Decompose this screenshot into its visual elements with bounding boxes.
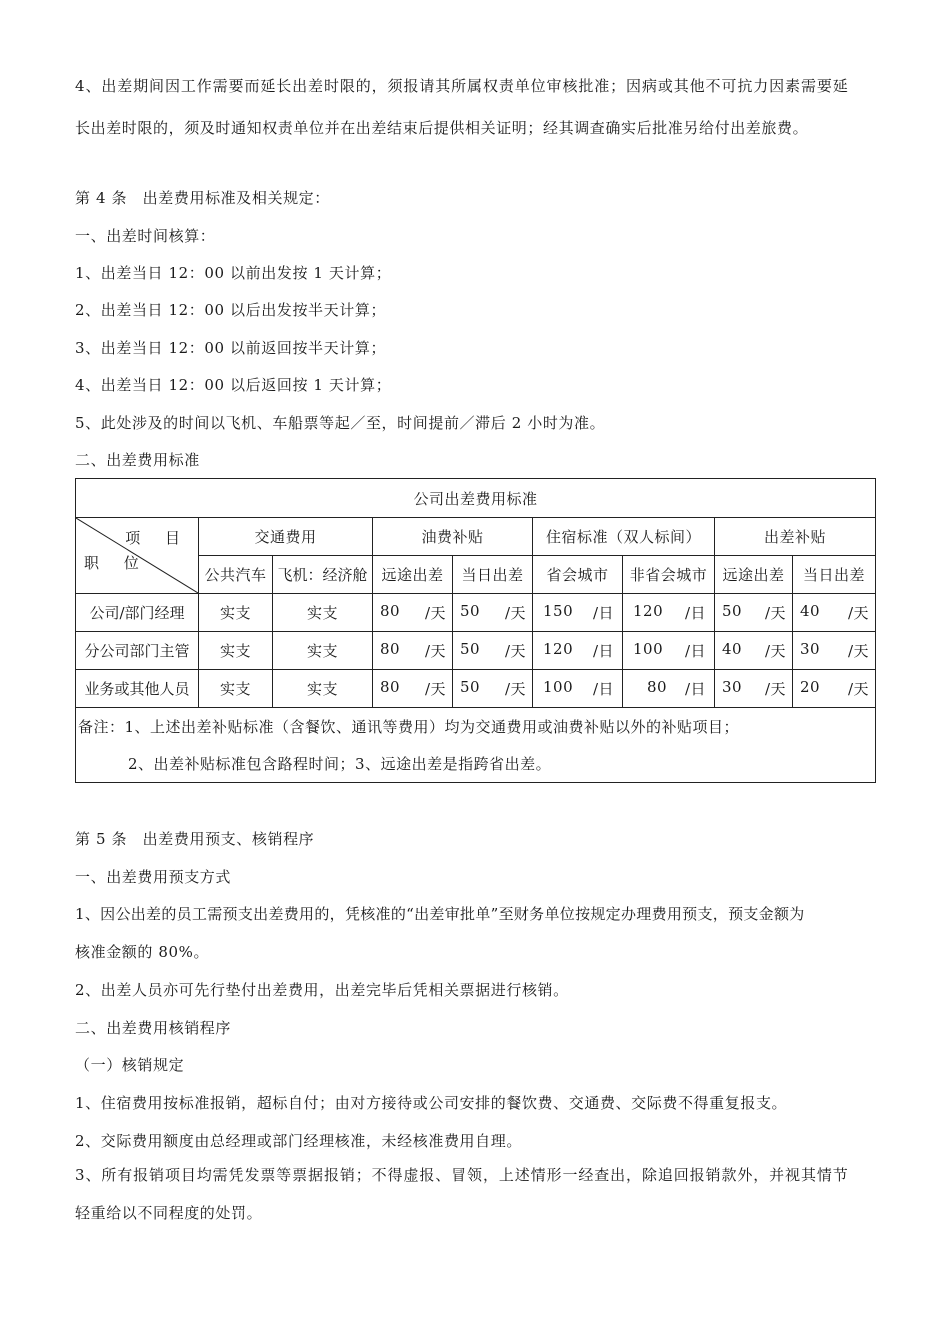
cell-allow-day — [793, 594, 876, 632]
table-corner-header — [76, 518, 199, 594]
advance-rule-1-line-1: 1、因公出差的员工需预支出差费用的，凭核准的“出差审批单”至财务单位按规定办理费用预支，预支金额为 — [75, 905, 805, 923]
reimburse-rule-3-line-2: 轻重给以不同程度的处罚。 — [75, 1204, 263, 1222]
advance-section-title: 一、出差费用预支方式 — [75, 868, 232, 886]
cell-bus: 实支 — [199, 632, 273, 670]
cell-bus: 实支 — [199, 594, 273, 632]
value: 80 — [380, 678, 401, 696]
unit: /日 — [684, 680, 706, 698]
table-title: 公司出差费用标准 — [76, 479, 876, 518]
section-2-title: 二、出差费用标准 — [75, 451, 200, 469]
cell-noncapital — [623, 594, 715, 632]
corner-item-label: 项 目 — [125, 529, 190, 547]
value: 80 — [647, 678, 668, 696]
table-row — [76, 670, 876, 708]
table-note-2: 2、出差补贴标准包含路程时间；3、远途出差是指跨省出差。 — [76, 745, 876, 783]
value: 50 — [460, 602, 481, 620]
time-rule-2: 2、出差当日 12：00 以后出发按半天计算； — [75, 301, 387, 319]
article-4-title: 第 4 条 出差费用标准及相关规定： — [75, 189, 330, 207]
table-row — [76, 632, 876, 670]
value: 30 — [722, 678, 743, 696]
group-fuel: 油费补贴 — [373, 518, 533, 556]
subhead-fuel-long: 远途出差 — [373, 556, 453, 594]
subhead-plane: 飞机：经济舱 — [273, 556, 373, 594]
expense-standard-table — [75, 478, 876, 783]
row-position: 分公司部门主管 — [76, 632, 199, 670]
unit: /天 — [847, 604, 869, 622]
unit: /天 — [847, 680, 869, 698]
unit: /日 — [684, 642, 706, 660]
unit: /天 — [764, 680, 786, 698]
table-row — [76, 594, 876, 632]
value: 40 — [722, 640, 743, 658]
cell-fuel-long — [373, 594, 453, 632]
subhead-allow-day: 当日出差 — [793, 556, 876, 594]
value: 100 — [633, 640, 664, 658]
value: 150 — [543, 602, 574, 620]
unit: /天 — [424, 604, 446, 622]
unit: /日 — [684, 604, 706, 622]
cell-fuel-day — [453, 632, 533, 670]
unit: /天 — [847, 642, 869, 660]
advance-rule-1-line-2: 核准金额的 80%。 — [75, 943, 210, 961]
cell-noncapital — [623, 632, 715, 670]
unit: /天 — [424, 680, 446, 698]
time-rule-3: 3、出差当日 12：00 以前返回按半天计算； — [75, 339, 387, 357]
value: 100 — [543, 678, 574, 696]
advance-rule-2: 2、出差人员亦可先行垫付出差费用，出差完毕后凭相关票据进行核销。 — [75, 981, 569, 999]
unit: /天 — [424, 642, 446, 660]
reimburse-rule-2: 2、交际费用额度由总经理或部门经理核准，未经核准费用自理。 — [75, 1132, 522, 1150]
cell-noncapital — [623, 670, 715, 708]
time-rule-5: 5、此处涉及的时间以飞机、车船票等起／至，时间提前／滞后 2 小时为准。 — [75, 414, 606, 432]
cell-bus: 实支 — [199, 670, 273, 708]
cell-fuel-day — [453, 594, 533, 632]
value: 120 — [543, 640, 574, 658]
value: 80 — [380, 640, 401, 658]
unit: /天 — [504, 604, 526, 622]
reimburse-subsection-title: （一）核销规定 — [75, 1056, 185, 1074]
subhead-fuel-day: 当日出差 — [453, 556, 533, 594]
cell-allow-day — [793, 632, 876, 670]
cell-fuel-day — [453, 670, 533, 708]
cell-plane: 实支 — [273, 594, 373, 632]
time-rule-4: 4、出差当日 12：00 以后返回按 1 天计算； — [75, 376, 392, 394]
unit: /日 — [592, 604, 614, 622]
section-1-title: 一、出差时间核算： — [75, 227, 216, 245]
cell-fuel-long — [373, 670, 453, 708]
value: 40 — [800, 602, 821, 620]
value: 50 — [460, 678, 481, 696]
group-transport: 交通费用 — [199, 518, 373, 556]
table-note-1: 备注：1、上述出差补贴标准（含餐饮、通讯等费用）均为交通费用或油费补贴以外的补贴项目； — [76, 708, 876, 746]
cell-fuel-long — [373, 632, 453, 670]
subhead-allow-long: 远途出差 — [715, 556, 793, 594]
group-lodging: 住宿标准（双人标间） — [533, 518, 715, 556]
row-position: 公司/部门经理 — [76, 594, 199, 632]
corner-position-label: 职 位 — [84, 554, 149, 572]
unit: /天 — [764, 604, 786, 622]
reimburse-rule-1: 1、住宿费用按标准报销，超标自付；由对方接待或公司安排的餐饮费、交通费、交际费不得重复报支。 — [75, 1094, 788, 1112]
cell-capital — [533, 594, 623, 632]
row-position: 业务或其他人员 — [76, 670, 199, 708]
reimburse-rule-3-line-1: 3、所有报销项目均需凭发票等票据报销；不得虚报、冒领，上述情形一经查出，除追回报销款外，并视其情节 — [75, 1166, 849, 1184]
paragraph-4-line-2: 长出差时限的，须及时通知权责单位并在出差结束后提供相关证明；经其调查确实后批准另给付出差旅费。 — [75, 119, 809, 137]
subhead-noncapital: 非省会城市 — [623, 556, 715, 594]
unit: /日 — [592, 680, 614, 698]
cell-capital — [533, 632, 623, 670]
paragraph-4-line-1: 4、出差期间因工作需要而延长出差时限的，须报请其所属权责单位审核批准；因病或其他不可抗力因素需要延 — [75, 77, 849, 95]
unit: /日 — [592, 642, 614, 660]
cell-plane: 实支 — [273, 632, 373, 670]
subhead-bus: 公共汽车 — [199, 556, 273, 594]
value: 50 — [460, 640, 481, 658]
subhead-capital: 省会城市 — [533, 556, 623, 594]
unit: /天 — [504, 680, 526, 698]
cell-capital — [533, 670, 623, 708]
cell-plane: 实支 — [273, 670, 373, 708]
article-5-title: 第 5 条 出差费用预支、核销程序 — [75, 830, 315, 848]
value: 20 — [800, 678, 821, 696]
value: 30 — [800, 640, 821, 658]
time-rule-1: 1、出差当日 12：00 以前出发按 1 天计算； — [75, 264, 392, 282]
unit: /天 — [504, 642, 526, 660]
cell-allow-long — [715, 594, 793, 632]
value: 120 — [633, 602, 664, 620]
unit: /天 — [764, 642, 786, 660]
cell-allow-long — [715, 632, 793, 670]
value: 80 — [380, 602, 401, 620]
reimburse-section-title: 二、出差费用核销程序 — [75, 1019, 232, 1037]
group-allowance: 出差补贴 — [715, 518, 876, 556]
value: 50 — [722, 602, 743, 620]
cell-allow-long — [715, 670, 793, 708]
cell-allow-day — [793, 670, 876, 708]
